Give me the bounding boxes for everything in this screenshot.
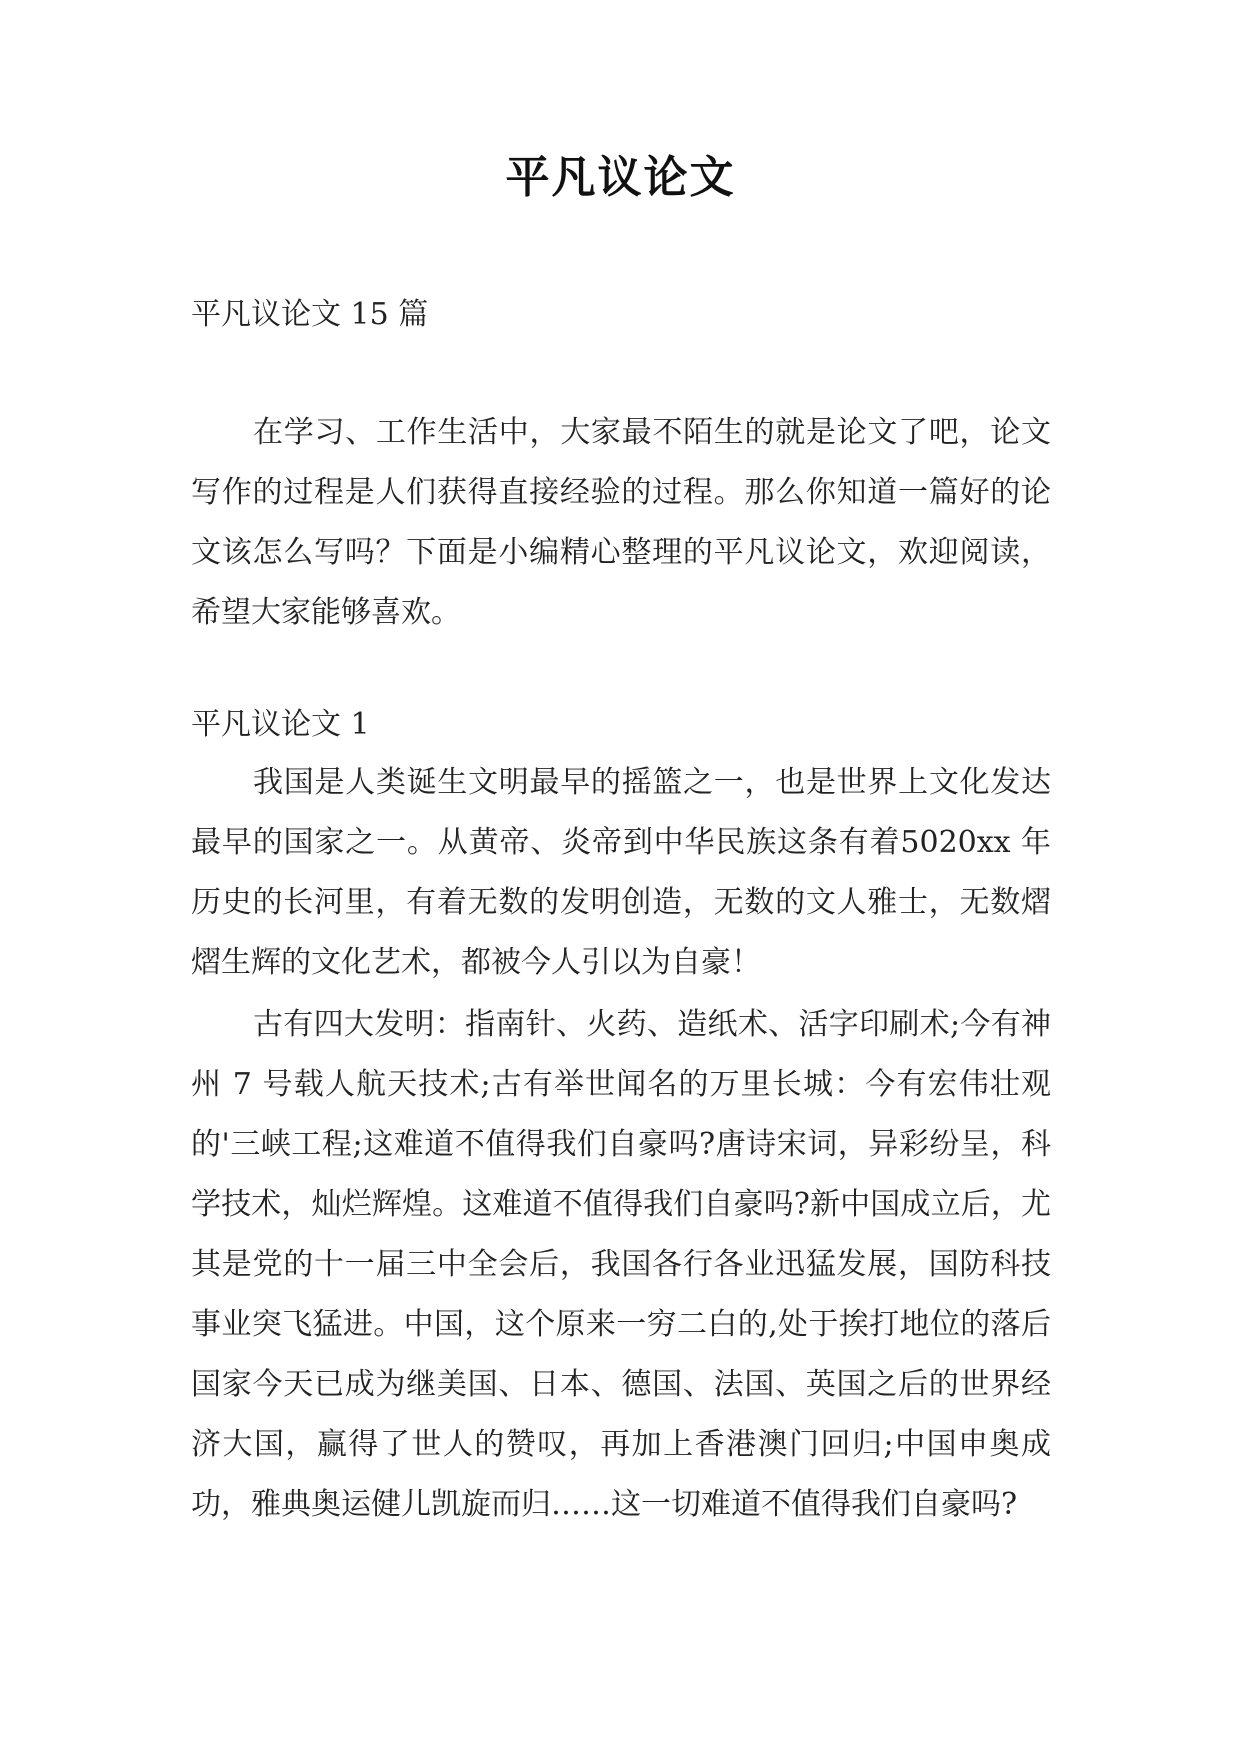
section-heading: 平凡议论文 1 bbox=[191, 707, 370, 742]
document-title: 平凡议论文 bbox=[505, 152, 736, 203]
body-paragraph-1: 我国是人类诞生文明最早的摇篮之一，也是世界上文化发达最早的国家之一。从黄帝、炎帝到中华民族这条有着5020xx 年历史的长河里，有着无数的发明创造，无数的文人雅士，无数熠熠生辉的文化艺术，都被今人引以为自豪！ bbox=[191, 765, 1051, 980]
intro-paragraph: 在学习、工作生活中，大家最不陌生的就是论文了吧，论文写作的过程是人们获得直接经验的过程。那么你知道一篇好的论文该怎么写吗？下面是小编精心整理的平凡议论文，欢迎阅读，希望大家能够喜欢。 bbox=[191, 415, 1051, 630]
body-paragraph-2: 古有四大发明：指南针、火药、造纸术、活字印刷术;今有神州 7 号载人航天技术;古有举世闻名的万里长城：今有宏伟壮观的'三峡工程;这难道不值得我们自豪吗?唐诗宋词，异彩纷呈，科学技术，灿烂辉煌。这难道不值得我们自豪吗?新中国成立后，尤其是党的十一届三中全会后，我国各行各业迅猛发展，国防科技事业突飞猛进。中国，这个原来一穷二白的,处于挨打地位的落后国家今天已成为继美国、日本、德国、法国、英国之后的世界经济大国，赢得了世人的赞叹，再加上香港澳门回归;中国申奥成功，雅典奥运健儿凯旋而归……这一切难道不值得我们自豪吗? bbox=[191, 1007, 1051, 1522]
document-subtitle: 平凡议论文 15 篇 bbox=[191, 297, 429, 332]
